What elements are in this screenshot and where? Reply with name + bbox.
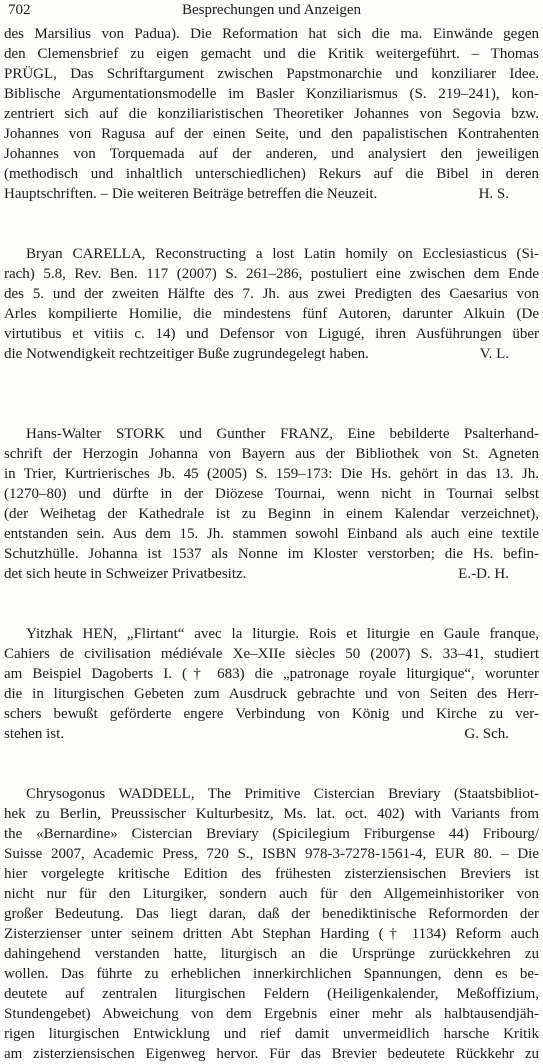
text-line: rach) 5.8, Rev. Ben. 117 (2007) S. 261–286, postuliert eine zwischen dem Ende — [4, 266, 539, 282]
page-header — [4, 0, 539, 22]
text-line: det sich heute in Schweizer Privatbesitz. E.-D. H. — [4, 566, 509, 582]
entry-spacer — [4, 584, 539, 624]
text-line: Johannes von Ragusa auf der einen Seite, und den papalistischen Kontrahenten — [4, 126, 539, 142]
text-line: Biblische Argumentationsmodelle im Basler Konziliarismus (S. 219–241), kon- — [4, 86, 539, 102]
text-line: (methodisch und inhaltlich unterschiedlichen) Rekurs auf die Bibel in deren — [4, 166, 539, 182]
text-line: stehen ist. G. Sch. — [4, 726, 509, 742]
text-line: zentriert sich auf die konziliaristischen Theoretiker Johannes von Segovia bzw. — [4, 106, 539, 122]
text-line: hier vorgelegte kritische Edition des frühesten zisterziensischen Breviers ist — [4, 866, 539, 882]
running-head: Besprechungen und Anzeigen — [181, 2, 362, 18]
review-entry — [4, 624, 539, 744]
text-line: Zisterzienser unter seinem dritten Abt Stephan Harding († 1134) Reform auch — [4, 926, 539, 942]
text-line: rigen liturgischen Entwicklung und rief damit unvermeidlich harsche Kritik — [4, 1026, 539, 1042]
text-line: Schutzhülle. Johanna ist 1537 als Nonne im Kloster verstorben; die Hs. befin- — [4, 546, 539, 562]
reviewer-initials: E.-D. H. — [458, 566, 509, 582]
text-line: wollen. Das führte zu erheblichen innerkirchlichen Spannungen, denn es be- — [4, 966, 539, 982]
text-line: schers bewußt geförderte engere Verbindung von König und Kirche zu ver- — [4, 706, 539, 722]
text-line: the «Bernardine» Cistercian Breviary (Spicilegium Friburgense 44) Fribourg/ — [4, 826, 539, 842]
text-line: Hauptschriften. – Die weiteren Beiträge betreffen die Neuzeit. H. S. — [4, 186, 509, 202]
review-entry — [4, 24, 539, 204]
text-line: Hans-Walter STORK und Gunther FRANZ, Eine bebilderte Psalterhand- — [26, 426, 539, 442]
text-line: des Marsilius von Padua). Die Reformation hat sich die ma. Einwände gegen — [4, 26, 539, 42]
reviewer-initials: H. S. — [478, 186, 509, 202]
text-line: schrift der Herzogin Johanna von Bayern aus der Bibliothek von St. Agneten — [4, 446, 539, 462]
text-line: virtutibus et vitiis c. 14) und Defensor von Ligugé, ihren Ausführungen über — [4, 326, 539, 342]
text-line: die in liturgischen Gebeten zum Ausdruck gebrachte und von Seiten des Herr- — [4, 686, 539, 702]
text-line: Chrysogonus WADDELL, The Primitive Cistercian Breviary (Staatsbibliot- — [26, 786, 539, 802]
text-line: hek zu Berlin, Preussischer Kulturbesitz, Ms. lat. oct. 402) with Variants from — [4, 806, 539, 822]
text-line: Arles kompilierte Homilie, die mindestens fünf Autoren, darunter Alkuin (De — [4, 306, 539, 322]
text-line: die Notwendigkeit rechtzeitiger Buße zugrundegelegt haben. V. L. — [4, 346, 509, 362]
review-entry — [4, 424, 539, 584]
entry-spacer — [4, 364, 539, 424]
text-line: Cahiers de civilisation médiévale Xe–XIIe siècles 50 (2007) S. 33–41, studiert — [4, 646, 539, 662]
reviewer-initials: V. L. — [479, 346, 509, 362]
text-line: Yitzhak HEN, „Flirtant“ avec la liturgie. Rois et liturgie en Gaule franque, — [26, 626, 539, 642]
text-line: großer Bedeutung. Das liegt daran, daß der benediktinische Reformorden der — [4, 906, 539, 922]
text-line: deutete auf zentralen liturgischen Feldern (Heiligenkalender, Meßoffizium, — [4, 986, 539, 1002]
text-line: entstanden sein. Aus dem 15. Jh. stammen sowohl Einband als auch eine textile — [4, 526, 539, 542]
text-line: (1270–80) und dürfte in der Diözese Tournai, wenn nicht in Tournai selbst — [4, 486, 539, 502]
text-line: Johannes von Torquemada auf der anderen, und analysiert den jeweiligen — [4, 146, 539, 162]
text-line: PRÜGL, Das Schriftargument zwischen Papstmonarchie und konziliarer Idee. — [4, 66, 539, 82]
review-entry — [4, 244, 539, 364]
text-line: den Clemensbrief zu eigen gemacht und die Kritik weitergeführt. – Thomas — [4, 46, 539, 62]
review-entry — [4, 784, 539, 1064]
text-line: nicht nur für den Liturgiker, sondern auch für den Allgemeinhistoriker von — [4, 886, 539, 902]
text-line: Bryan CARELLA, Reconstructing a lost Latin homily on Ecclesiasticus (Si- — [26, 246, 539, 262]
text-line: am zisterziensischen Eigenweg hervor. Für das Brevier bedeutete Rückkehr zu — [4, 1046, 539, 1062]
page-number: 702 — [8, 2, 31, 18]
review-entries — [4, 24, 539, 1064]
text-line: Stundengebet) Abweichung von dem Ergebnis einer mehr als halbtausendjäh- — [4, 1006, 539, 1022]
text-line: am Beispiel Dagoberts I. († 683) die „patronage royale liturgique“, worunter — [4, 666, 539, 682]
reviewer-initials: G. Sch. — [464, 726, 509, 742]
text-line: dahingehend verstanden hatte, liturgisch an die Ursprünge zurückkehren zu — [4, 946, 539, 962]
entry-spacer — [4, 204, 539, 244]
text-line: des 5. und der zweiten Hälfte des 7. Jh. aus zwei Predigten des Caesarius von — [4, 286, 539, 302]
text-line: (der Weihetag der Kathedrale ist zu Beginn in einem Kalendar verzeichnet), — [4, 506, 539, 522]
entry-spacer — [4, 744, 539, 784]
text-line: Suisse 2007, Academic Press, 720 S., ISBN 978-3-7278-1561-4, EUR 80. – Die — [4, 846, 539, 862]
text-line: in Trier, Kurtrierisches Jb. 45 (2005) S. 159–173: Die Hs. gehört in das 13. Jh. — [4, 466, 539, 482]
